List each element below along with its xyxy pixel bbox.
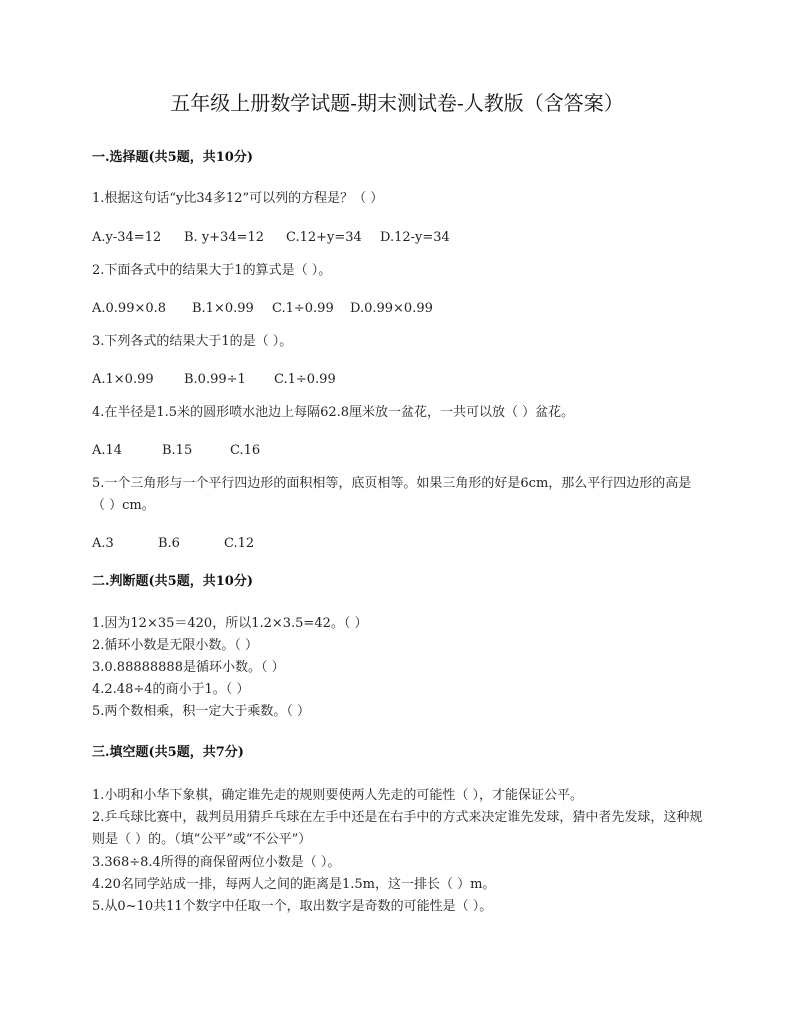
option: C.16: [230, 443, 261, 458]
fill-item: 5.从0~10共11个数字中任取一个，取出数字是奇数的可能性是（ ）。: [92, 899, 493, 914]
question-text: 2.下面各式中的结果大于1的算式是（ ）。: [92, 263, 332, 278]
option: B.6: [158, 536, 180, 551]
section-heading-judge: 二.判断题(共5题，共10分): [92, 574, 253, 589]
option: D.12-y=34: [380, 230, 450, 245]
question-options: [92, 300, 433, 318]
question-options: [92, 442, 260, 460]
question-text: 5.一个三角形与一个平行四边形的面积相等，底页相等。如果三角形的好是6cm，那么平行四边形的高是（ ）cm。: [92, 476, 692, 513]
option: B.0.99÷1: [184, 372, 246, 387]
option: C.12: [224, 536, 255, 551]
section-heading-fill: 三.填空题(共5题，共7分): [92, 745, 244, 760]
judge-item: 1.因为12×35＝420，所以1.2×3.5=42。（ ）: [92, 616, 368, 631]
option: A.0.99×0.8: [92, 301, 167, 316]
option: A.3: [92, 536, 114, 551]
option: C.1÷0.99: [272, 301, 334, 316]
option: C.12+y=34: [286, 230, 362, 245]
option: A.1×0.99: [92, 372, 154, 387]
section-heading-choice: 一.选择题(共5题，共10分): [92, 150, 253, 165]
question-text: 1.根据这句话“y比34多12”可以列的方程是？（ ）: [92, 191, 384, 206]
question-text: 3.下列各式的结果大于1的是（ ）。: [92, 334, 293, 349]
question-options: [92, 535, 254, 553]
option: B.1×0.99: [192, 301, 254, 316]
exam-title: 五年级上册数学试题-期末测试卷-人教版（含答案）: [170, 91, 624, 115]
option: B.15: [162, 443, 193, 458]
option: A.y-34=12: [92, 230, 162, 245]
fill-item: 3.368÷8.4所得的商保留两位小数是（ ）。: [92, 855, 341, 870]
question-options: [92, 371, 336, 389]
fill-item: 4.20名同学站成一排，每两人之间的距离是1.5m，这一排长（ ）m。: [92, 877, 496, 892]
fill-item: 2.乒乓球比赛中，裁判员用猜乒乓球在左手中还是在右手中的方式来决定谁先发球，猜中者先发球，这种规则是（ ）的。（填“公平”或“不公平”）: [92, 810, 703, 847]
option: A.14: [92, 443, 123, 458]
question-options: [92, 229, 450, 247]
option: B. y+34=12: [184, 230, 265, 245]
judge-item: 2.循环小数是无限小数。（ ）: [92, 638, 259, 653]
judge-item: 3.0.88888888是循环小数。（ ）: [92, 660, 285, 675]
judge-item: 4.2.48÷4的商小于1。（ ）: [92, 682, 250, 697]
option: D.0.99×0.99: [350, 301, 433, 316]
fill-item: 1.小明和小华下象棋，确定谁先走的规则要使两人先走的可能性（ ），才能保证公平。: [92, 788, 584, 803]
option: C.1÷0.99: [274, 372, 336, 387]
judge-item: 5.两个数相乘，积一定大于乘数。（ ）: [92, 704, 311, 719]
question-text: 4.在半径是1.5米的圆形喷水池边上每隔62.8厘米放一盆花，一共可以放（ ）盆花。: [92, 405, 575, 420]
